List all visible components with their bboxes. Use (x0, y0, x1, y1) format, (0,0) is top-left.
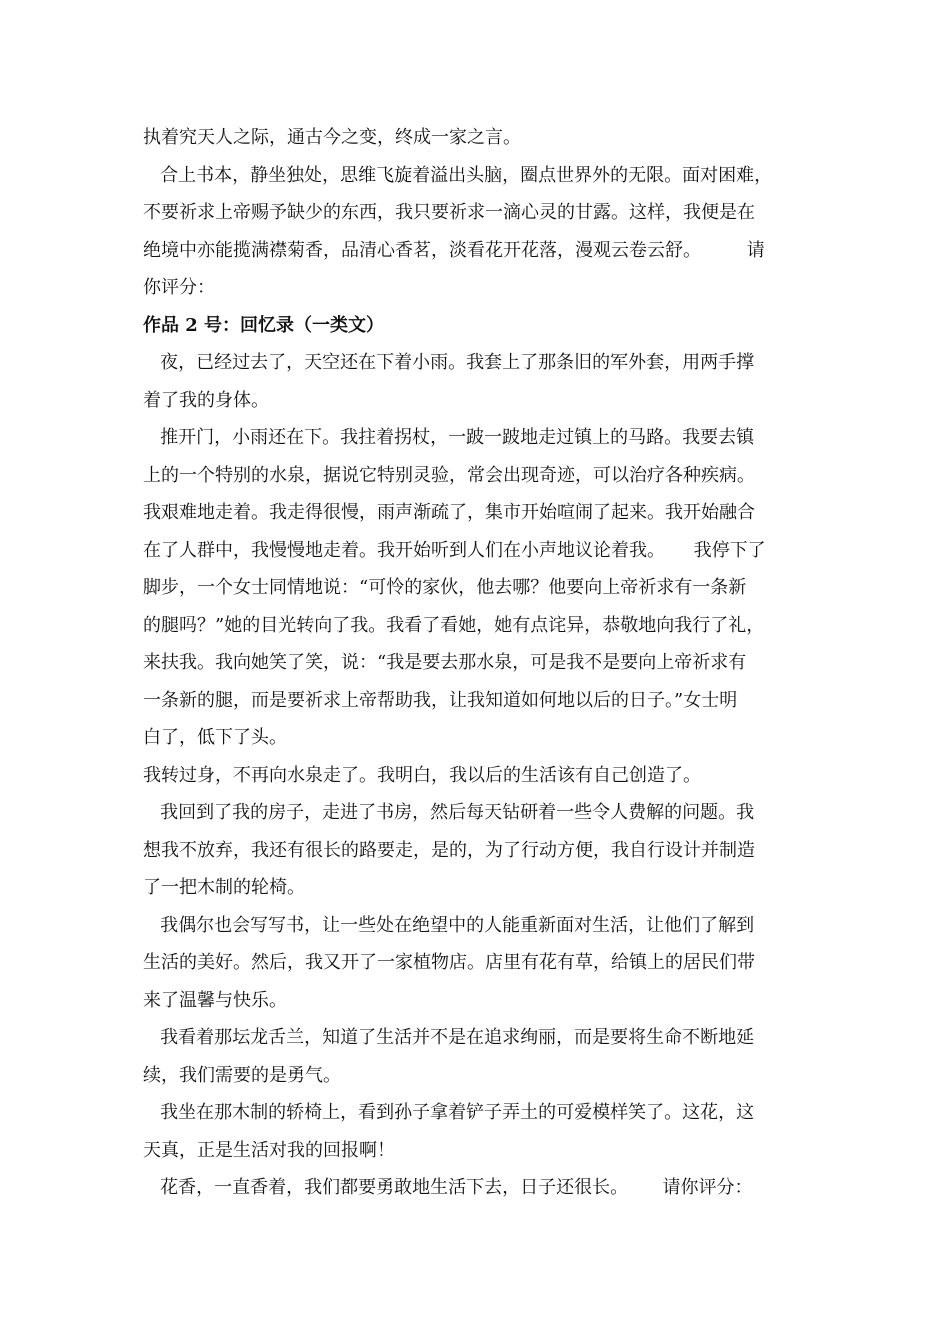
paragraph-line: 我回到了我的房子，走进了书房，然后每天钻研着一些令人费解的问题。我 (143, 802, 755, 823)
paragraph-line: 生活的美好。然后，我又开了一家植物店。店里有花有草，给镇上的居民们带 (143, 952, 755, 973)
paragraph-line: 来了温馨与快乐。 (143, 989, 287, 1011)
paragraph-line: 白了，低下了头。 (143, 727, 287, 748)
paragraph-line: 一条新的腿，而是要祈求上帝帮助我，让我知道如何地以后的日子。”女士明 (143, 689, 738, 711)
paragraph-line: 执着究天人之际，通古今之变，终成一家之言。 (143, 127, 521, 148)
paragraph-line: 我坐在那木制的轿椅上，看到孙子拿着铲子弄土的可爱模样笑了。这花，这 (143, 1102, 755, 1123)
paragraph-line: 想我不放弃，我还有很长的路要走，是的，为了行动方便，我自行设计并制造 (143, 839, 755, 861)
paragraph-line: 上的一个特别的水泉，据说它特别灵验，常会出现奇迹，可以治疗各种疾病。 (143, 464, 755, 486)
paragraph-line: 推开门，小雨还在下。我拄着拐杖，一跛一跛地走过镇上的马路。我要去镇 (143, 427, 755, 448)
paragraph-line: 着了我的身体。 (143, 389, 269, 411)
paragraph-line: 续，我们需要的是勇气。 (143, 1064, 341, 1086)
paragraph-line: 我转过身，不再向水泉走了。我明白，我以后的生活该有自己创造了。 (143, 764, 701, 786)
paragraph-line: 的腿吗？”她的目光转向了我。我看了看她，她有点诧异，恭敬地向我行了礼， (143, 614, 765, 636)
paragraph-line: 我看着那坛龙舌兰，知道了生活并不是在追求绚丽，而是要将生命不断地延 (143, 1027, 755, 1048)
paragraph-line: 你评分： (143, 277, 215, 298)
essay-title: 作品 2 号：回忆录（一类文） (143, 314, 385, 336)
paragraph-line: 合上书本，静坐独处，思维飞旋着溢出头脑，圈点世界外的无限。面对困难， (143, 164, 773, 186)
paragraph-line: 在了人群中，我慢慢地走着。我开始听到人们在小声地议论着我。 我停下了 (143, 539, 766, 561)
document-page (143, 119, 809, 1207)
paragraph-line: 花香，一直香着，我们都要勇敢地生活下去，日子还很长。 请你评分： (143, 1177, 753, 1198)
paragraph-line: 了一把木制的轮椅。 (143, 877, 305, 898)
paragraph-line: 我艰难地走着。我走得很慢，雨声渐疏了，集市开始喧闹了起来。我开始融合 (143, 502, 755, 523)
paragraph-line: 夜，已经过去了，天空还在下着小雨。我套上了那条旧的军外套，用两手撑 (143, 352, 755, 373)
paragraph-line: 天真，正是生活对我的回报啊！ (143, 1139, 395, 1161)
paragraph-line: 不要祈求上帝赐予缺少的东西，我只要祈求一滴心灵的甘露。这样，我便是在 (143, 202, 755, 223)
paragraph-line: 绝境中亦能揽满襟菊香，品清心香茗，淡看花开花落，漫观云卷云舒。 请 (143, 239, 765, 261)
paragraph-line: 脚步，一个女士同情地说：“可怜的家伙，他去哪？他要向上帝祈求有一条新 (143, 577, 747, 598)
paragraph-line: 来扶我。我向她笑了笑，说：“我是要去那水泉，可是我不是要向上帝祈求有 (143, 652, 747, 673)
paragraph-line: 我偶尔也会写写书，让一些处在绝望中的人能重新面对生活，让他们了解到 (143, 914, 755, 936)
